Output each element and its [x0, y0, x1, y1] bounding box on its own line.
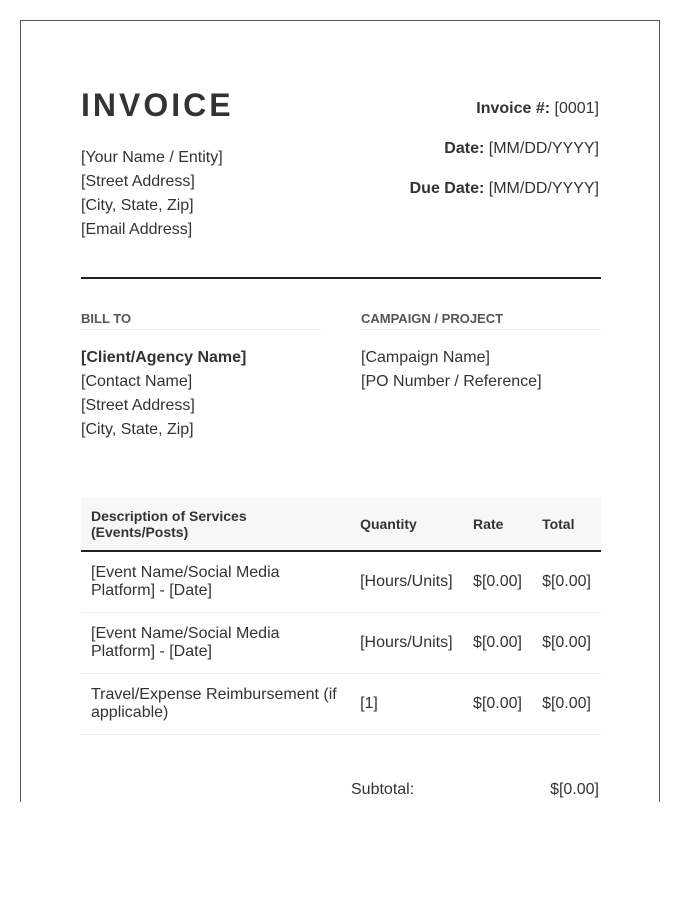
col-header-total: Total: [532, 498, 601, 551]
subtotal-label: Subtotal:: [351, 781, 415, 798]
po-number: [PO Number / Reference]: [361, 373, 542, 390]
sender-city: [City, State, Zip]: [81, 197, 194, 214]
item-rate: $[0.00]: [463, 551, 532, 613]
item-total: $[0.00]: [532, 613, 601, 674]
invoice-number-label: Invoice #:: [476, 100, 551, 117]
table-row: [81, 551, 601, 613]
sender-name: [Your Name / Entity]: [81, 149, 223, 166]
item-description: Travel/Expense Reimbursement (if applicable): [81, 674, 350, 735]
due-date-row: [410, 179, 599, 219]
invoice-number-value: [0001]: [554, 100, 599, 117]
sender-address: [81, 146, 223, 242]
item-quantity: [Hours/Units]: [350, 613, 463, 674]
item-total: $[0.00]: [532, 551, 601, 613]
client-name: [Client/Agency Name]: [81, 349, 247, 366]
sender-street: [Street Address]: [81, 173, 195, 190]
col-header-description: Description of Services (Events/Posts): [81, 498, 350, 551]
invoice-date-label: Date:: [444, 140, 485, 157]
table-header-row: [81, 498, 601, 551]
item-quantity: [1]: [350, 674, 463, 735]
header-divider: [81, 277, 601, 279]
campaign-heading: CAMPAIGN / PROJECT: [361, 311, 601, 330]
item-quantity: [Hours/Units]: [350, 551, 463, 613]
item-total: $[0.00]: [532, 674, 601, 735]
line-items-table: [81, 498, 601, 735]
invoice-meta: [410, 99, 599, 219]
sender-email: [Email Address]: [81, 221, 193, 238]
invoice-page: [20, 20, 660, 802]
item-description: [Event Name/Social Media Platform] - [Date]: [81, 551, 350, 613]
bill-to-heading: BILL TO: [81, 311, 321, 330]
col-header-rate: Rate: [463, 498, 532, 551]
client-city: [City, State, Zip]: [81, 421, 194, 438]
item-description: [Event Name/Social Media Platform] - [Date]: [81, 613, 350, 674]
col-header-quantity: Quantity: [350, 498, 463, 551]
client-contact: [Contact Name]: [81, 373, 193, 390]
invoice-number-row: [410, 99, 599, 139]
invoice-date-row: [410, 139, 599, 179]
invoice-date-value: [MM/DD/YYYY]: [488, 140, 599, 157]
due-date-label: Due Date:: [409, 180, 485, 197]
invoice-title: INVOICE: [81, 87, 234, 123]
table-row: [81, 674, 601, 735]
campaign-name: [Campaign Name]: [361, 349, 490, 366]
client-street: [Street Address]: [81, 397, 195, 414]
item-rate: $[0.00]: [463, 613, 532, 674]
campaign-block: [361, 346, 542, 394]
bill-to-block: [81, 346, 246, 442]
subtotal-value: $[0.00]: [550, 781, 599, 798]
due-date-value: [MM/DD/YYYY]: [488, 180, 599, 197]
item-rate: $[0.00]: [463, 674, 532, 735]
table-row: [81, 613, 601, 674]
